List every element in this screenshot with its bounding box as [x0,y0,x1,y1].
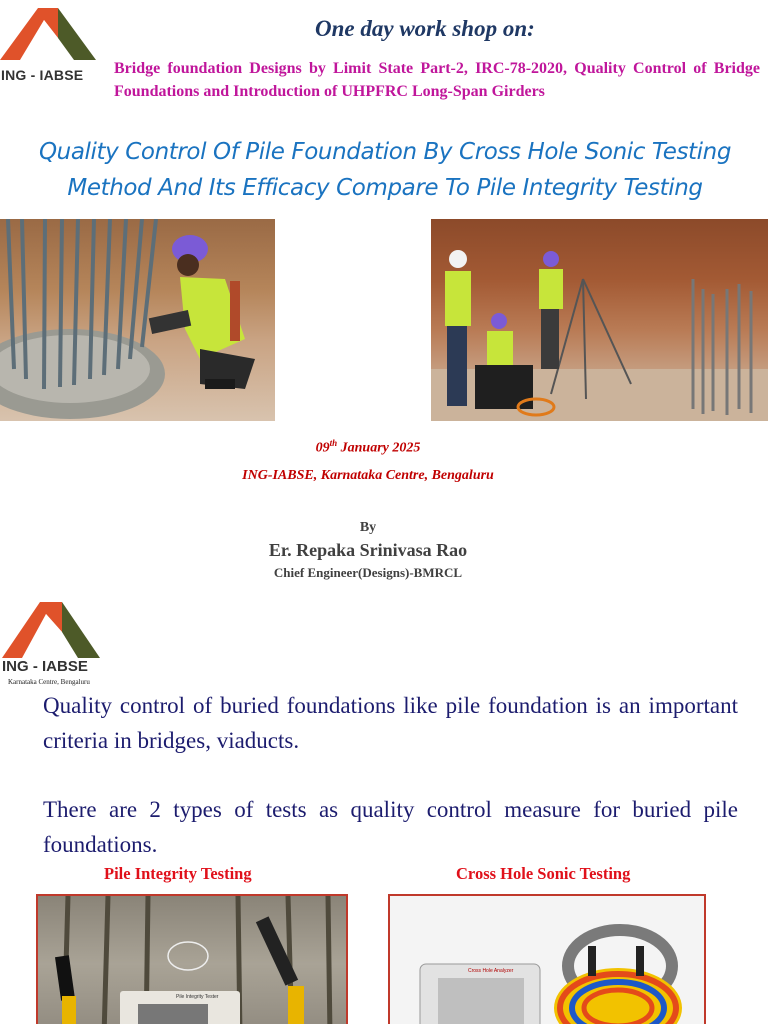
logo-roof-icon [0,600,105,660]
event-venue: ING-IABSE, Karnataka Centre, Bengaluru [242,468,494,483]
logo-roof-icon [0,8,100,68]
ing-iabse-logo-2 [0,600,105,690]
photo-test-team-site [431,219,768,421]
caption-cross-hole-sonic-testing: Cross Hole Sonic Testing [456,864,631,883]
event-date: 09th January 2025 [315,438,421,456]
device-label-pit: Pile Integrity Tester [176,994,219,1000]
presenter-name: Er. Repaka Srinivasa Rao [268,540,468,560]
ing-iabse-logo [0,8,100,88]
paragraph-quality-control: Quality control of buried foundations like pile foundation is an important criteria in bridges, viaducts. [43,693,738,753]
presentation-title [10,134,760,206]
device-label-chs: Cross Hole Analyzer [468,968,514,974]
presenter-by: By [359,520,377,535]
logo-text: ING - IABSE [1,67,84,83]
paragraph-test-types: There are 2 types of tests as quality control measure for buried pile foundations. [43,797,738,857]
logo-subtext: Karnataka Centre, Bengaluru [8,678,90,686]
logo-text: ING - IABSE [2,658,88,675]
presenter-designation: Chief Engineer(Designs)-BMRCL [273,565,463,580]
photo-pile-integrity-tester [36,894,348,1024]
photo-engineer-testing-pile [0,219,275,421]
title-line-2: Method And Its Efficacy Compare To Pile Integrity Testing [67,175,703,201]
photo-cross-hole-analyzer [388,894,706,1024]
title-line-1: Quality Control Of Pile Foundation By Cross Hole Sonic Testing [38,139,732,165]
workshop-subtitle: Bridge foundation Designs by Limit State Part-2, IRC-78-2020, Quality Control of Bridge Foundations and Introduction of UHPFRC Long-Span Girders [114,60,760,100]
workshop-heading: One day work shop on: [315,16,535,41]
caption-pile-integrity-testing: Pile Integrity Testing [104,864,252,883]
